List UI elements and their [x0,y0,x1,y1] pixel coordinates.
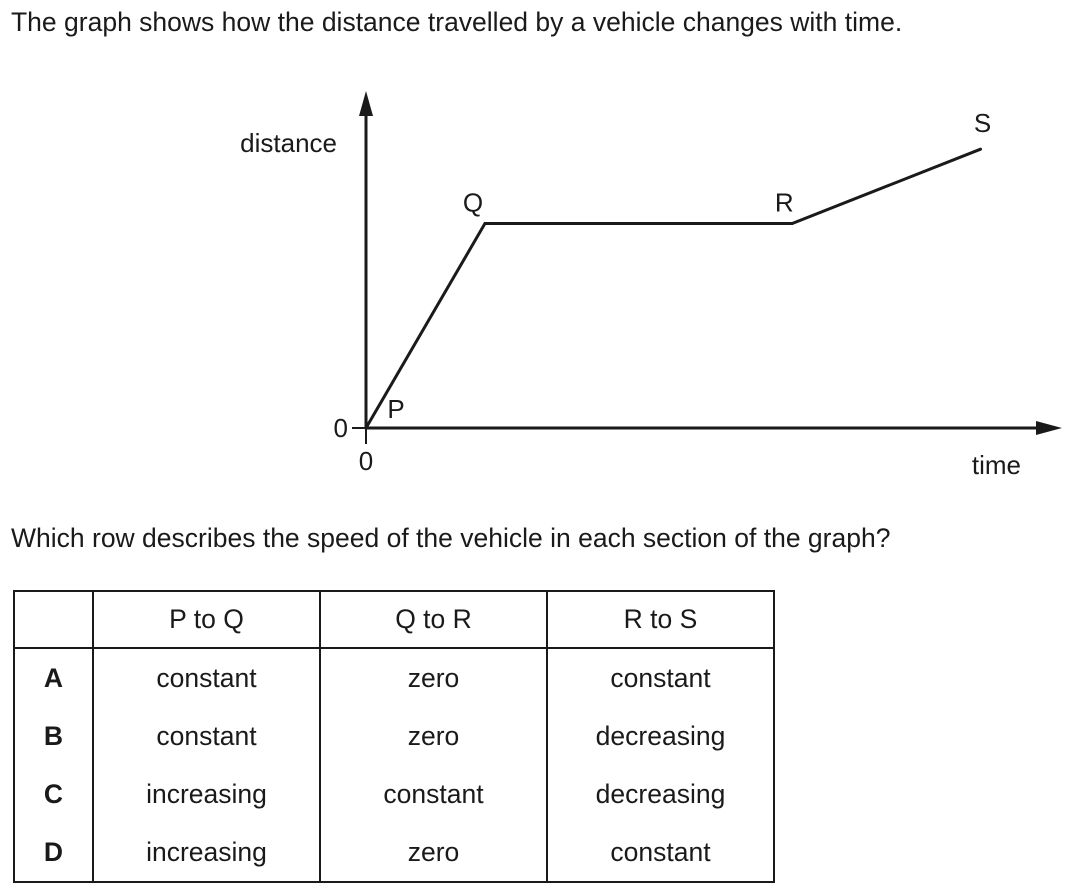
table-row[interactable] [14,648,774,707]
point-label-r: R [774,187,794,218]
table-cell: constant [320,765,547,823]
x-axis-label: time [971,450,1021,480]
intro-text: The graph shows how the distance travelled by a vehicle changes with time. [11,7,903,37]
table-cell: constant [547,823,774,882]
table-header-cell: Q to R [320,591,547,648]
y-axis-arrow [359,91,373,116]
y-axis-label: distance [240,128,337,158]
table-header-cell: P to Q [93,591,320,648]
table-row[interactable] [14,823,774,882]
point-label-p: P [387,394,405,424]
answer-table [13,590,775,883]
question-text: Which row describes the speed of the vehicle in each section of the graph? [11,523,891,553]
option-letter: D [14,823,93,882]
y-origin-label: 0 [333,413,348,443]
x-origin-label: 0 [358,446,374,476]
table-cell: increasing [93,765,320,823]
table-cell: decreasing [547,707,774,765]
table-cell: constant [547,648,774,707]
series-layer [366,108,991,428]
option-letter: B [14,707,93,765]
option-letter: C [14,765,93,823]
table-header-row [14,591,774,648]
table-row[interactable] [14,707,774,765]
table-cell: zero [320,707,547,765]
table-cell: zero [320,823,547,882]
table-cell: decreasing [547,765,774,823]
table-header-cell [14,591,93,648]
point-label-s: S [973,108,992,139]
table-cell: constant [93,707,320,765]
x-axis-arrow [1036,421,1062,435]
table-header-cell: R to S [547,591,774,648]
segment-r-to-s [792,149,980,223]
segment-p-to-q [366,224,485,428]
table-row[interactable] [14,765,774,823]
table-cell: zero [320,648,547,707]
point-label-q: Q [462,187,484,218]
table-cell: constant [93,648,320,707]
table-cell: increasing [93,823,320,882]
option-letter: A [14,648,93,707]
